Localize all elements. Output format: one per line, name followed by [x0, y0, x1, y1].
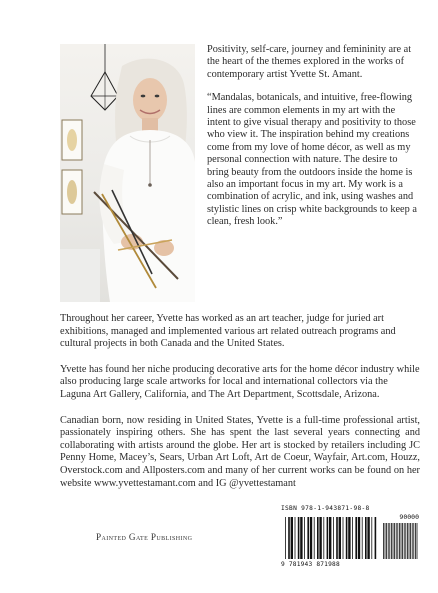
artist-quote: “Mandalas, botanicals, and intuitive, free-flowing lines are common elements in my art with the intent to give visual therapy and positivity to those who view it. The inspiration behind my creations come from my love of home décor, as well as my personal connection with nature. The desire to bring beauty from the outdoors inside the home is also an important focus in my art. My work is a combination of acrylic, and ink, using washes and stylistic lines on crisp white backgrounds to keep a clean, fresh look.” [207, 92, 417, 228]
intro-paragraph: Positivity, self-care, journey and femininity are at the heart of the themes explored in the works of contemporary artist Yvette St. Amant. [207, 44, 412, 80]
price-code: 90000 [399, 513, 419, 521]
barcode-bar [362, 517, 363, 559]
barcode-bar [304, 517, 305, 559]
author-photo-illustration [60, 44, 195, 302]
barcode-bar [412, 523, 413, 559]
barcode-bar [285, 517, 286, 559]
barcode-bar [397, 523, 398, 559]
barcode-bar [358, 517, 360, 559]
barcode-bar [298, 517, 300, 559]
barcode-bar [401, 523, 402, 559]
barcode-bar [288, 517, 290, 559]
barcode-bar [307, 517, 309, 559]
barcode-bar [314, 517, 315, 559]
barcode-bar [415, 523, 416, 559]
barcode-bar [336, 517, 338, 559]
barcode-bar [410, 523, 411, 559]
barcode-bar [405, 523, 406, 559]
barcode-bar [386, 523, 387, 559]
barcode-bar [346, 517, 348, 559]
author-photo [60, 44, 195, 302]
biography-paragraph: Canadian born, now residing in United States, Yvette is a full-time professional artist, passionately inspiring others. She has spent the last several years connecting and collaborating with artists around the globe. Her art is stocked by retailers including JC Penny Home, Macey’s, Sears, Urban Art Loft, Art de Coeur, Wayfair, Art.com, Houzz, Overstock.com and Allposters.com and many of her current works can be found on her website www.yvettestamant.com and IG @yvettestamant [60, 414, 420, 489]
barcode-bar [343, 517, 344, 559]
barcode-bar [389, 523, 390, 559]
barcode-bar [385, 523, 386, 559]
barcode-bar [323, 517, 324, 559]
isbn-barcode [279, 505, 421, 570]
barcode-bar [352, 517, 353, 559]
barcode-digits: 9 781943 871988 [281, 561, 340, 568]
barcode-bar [399, 523, 400, 559]
barcode-bar [383, 523, 384, 559]
barcode-bar [388, 523, 389, 559]
career-paragraph: Throughout her career, Yvette has worked as an art teacher, judge for juried art exhibitions, managed and implemented various art related outreach programs and cultural projects in both Canada and the United States. [60, 313, 396, 350]
barcode-bar [291, 517, 293, 559]
barcode-bar [339, 517, 341, 559]
barcode-bar [407, 523, 408, 559]
barcode-bar [402, 523, 403, 559]
barcode-bar [300, 517, 302, 559]
niche-paragraph: Yvette has found her niche producing decorative arts for the home décor industry while also producing large scale artworks for local and international collectors via the Laguna Art Gallery, California, and The Art Department, Scottsdale, Arizona. [60, 363, 420, 400]
barcode-bar [375, 517, 377, 559]
barcode-bar [371, 517, 372, 559]
barcode-bar [417, 523, 418, 559]
isbn-number: ISBN 978-1-943871-98-8 [281, 505, 370, 512]
barcode-bar [327, 517, 329, 559]
barcode-bar [355, 517, 357, 559]
body-text [60, 313, 420, 503]
barcode-bar [319, 517, 321, 559]
barcode-bar [396, 523, 397, 559]
barcode-bars [279, 513, 421, 561]
bio-column [207, 44, 419, 240]
barcode-bar [367, 517, 369, 559]
barcode-bar [333, 517, 334, 559]
barcode-bar [404, 523, 405, 559]
barcode-bar [310, 517, 312, 559]
barcode-bar [348, 517, 350, 559]
publisher-imprint: Painted Gate Publishing [96, 532, 193, 542]
barcode-bar [393, 523, 394, 559]
barcode-bar [317, 517, 319, 559]
barcode-bar [413, 523, 414, 559]
barcode-bar [391, 523, 392, 559]
barcode-bar [365, 517, 367, 559]
barcode-bar [409, 523, 410, 559]
barcode-bar [394, 523, 395, 559]
barcode-bar [329, 517, 331, 559]
barcode-bar [295, 517, 296, 559]
